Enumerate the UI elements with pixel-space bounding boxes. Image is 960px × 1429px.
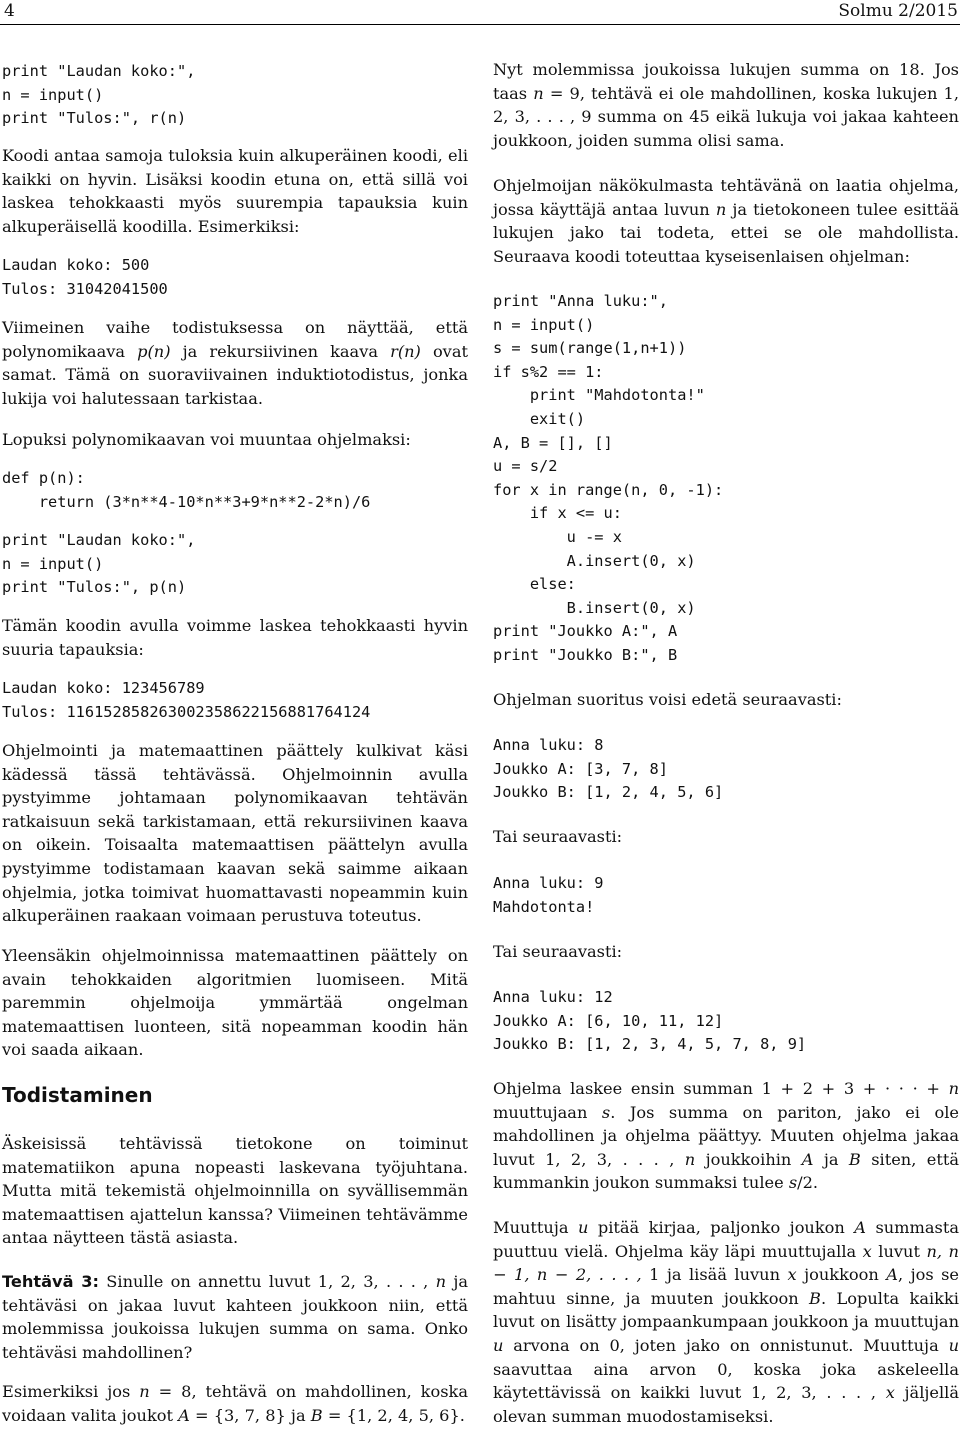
paragraph: Tai seuraavasti: xyxy=(493,827,623,846)
paragraph: Tai seuraavasti: xyxy=(493,942,623,961)
output-block: Anna luku: 12 Joukko A: [6, 10, 11, 12] Joukko B: [1, 2, 3, 4, 5, 7, 8, 9] xyxy=(493,988,807,1054)
paragraph: Ohjelman suoritus voisi edetä seuraavasti: xyxy=(493,690,842,709)
task-label: Tehtävä 3: xyxy=(2,1272,100,1291)
paragraph: Viimeinen vaihe todistuksessa on näyttää, että polynomikaava p(n) ja rekursiivinen kaava r(n) ovat samat. Tämä on suoraviivainen induktiotodistus, jonka lukija voi halutessaan tarkistaa. xyxy=(2,318,468,408)
paragraph: Yleensäkin ohjelmoinnissa matemaattinen päättely on avain tehokkaiden algoritmien luomiseen. Mitä paremmin ohjelmoija ymmärtää ongelman matemaattisen luonteen, sitä nopeamman koodin hän voi saada aikaan. xyxy=(2,946,468,1060)
paragraph: Lopuksi polynomikaavan voi muuntaa ohjelmaksi: xyxy=(2,430,411,449)
paragraph: Nyt molemmissa joukoissa lukujen summa on 18. Jos taas n = 9, tehtävä ei ole mahdollinen, koska lukujen 1, 2, 3, . . . , 9 summa on 45 eikä lukuja voi jakaa kahteen joukkoon, joiden summa olisi sama. xyxy=(493,60,959,150)
output-block: Anna luku: 8 Joukko A: [3, 7, 8] Joukko B: [1, 2, 4, 5, 6] xyxy=(493,736,724,802)
paragraph: Tämän koodin avulla voimme laskea tehokkaasti hyvin suuria tapauksia: xyxy=(2,616,468,659)
code-block-r: print "Laudan koko:", n = input() print "Tulos:", r(n) xyxy=(2,62,196,128)
header-rule xyxy=(0,24,960,25)
page-number: 4 xyxy=(4,1,15,21)
page-header xyxy=(0,0,960,20)
paragraph: Koodi antaa samoja tuloksia kuin alkuperäinen koodi, eli kaikki on hyvin. Lisäksi koodin etuna on, että sillä voi laskea tehokkaasti myös suurempia tapauksia kuin alkuperäisellä koodilla. Esimerkiksi: xyxy=(2,146,468,236)
output-block: Laudan koko: 500 Tulos: 31042041500 xyxy=(2,256,168,298)
paragraph: Ohjelmoijan näkökulmasta tehtävänä on laatia ohjelma, jossa käyttäjä antaa luvun n ja tietokoneen tulee esittää lukujen jako tai todeta, ettei se ole mahdollista. Seuraava koodi toteuttaa kyseisenlaisen ohjelman: xyxy=(493,176,959,266)
paragraph: Äskeisissä tehtävissä tietokone on toiminut matematiikon apuna nopeasti laskevana työjuhtana. Mutta mitä tekemistä ohjelmoinnilla on syvällisemmän matemaattisen ajattelun kanssa? Viimeinen tehtävämme antaa näytteen tästä asiasta. xyxy=(2,1134,468,1248)
running-title: Solmu 2/2015 xyxy=(838,1,958,21)
paragraph: Ohjelma laskee ensin summan 1 + 2 + 3 + · · · + n muuttujaan s. Jos summa on pariton, jako ei ole mahdollinen ja ohjelma päättyy. Muuten ohjelma jakaa luvut 1, 2, 3, . . . , n joukkoihin A ja B siten, että kummankin joukon summaksi tulee s/2. xyxy=(493,1079,959,1193)
task-paragraph: Tehtävä 3: Sinulle on annettu luvut 1, 2, 3, . . . , n ja tehtäväsi on jakaa luvut kahteen joukkoon niin, että molemmissa joukoissa lukujen summa on sama. Onko tehtäväsi mahdollinen? xyxy=(2,1272,468,1362)
paragraph: Ohjelmointi ja matemaattinen päättely kulkivat käsi kädessä tässä tehtävässä. Ohjelmoinnin avulla pystyimme johtamaan polynomikaavan tehtävän ratkaisuun sekä tarkistamaan, että rekursiivinen kaava on oikein. Toisaalta matemaattisen päättelyn avulla pystyimme todistamaan kaavan sekä saimme aikaan ohjelmia, jotka toimivat huomattavasti nopeammin kuin alkuperäinen raakaan voimaan perustuva toteutus. xyxy=(2,741,468,926)
section-heading: Todistaminen xyxy=(2,1083,153,1107)
paragraph: Muuttuja u pitää kirjaa, paljonko joukon A summasta puuttuu vielä. Ohjelma käy läpi muuttujalla x luvut n, n − 1, n − 2, . . . , 1 ja lisää luvun x joukkoon A, jos se mahtuu sinne, ja muuten joukkoon B. Lopulta kaikki luvut on lisätty jompaankumpaan joukkoon ja muuttujan u arvona on 0, joten jako on onnistunut. Muuttuja u saavuttaa aina arvon 0, koska joka askeleella käytettävissä on kaikki luvut 1, 2, 3, . . . , x jäljellä olevan summan muodostamiseksi. xyxy=(493,1218,959,1426)
paragraph: Esimerkiksi jos n = 8, tehtävä on mahdollinen, koska voidaan valita joukot A = {3, 7, 8} ja B = {1, 2, 4, 5, 6}. xyxy=(2,1382,468,1425)
code-block-def: def p(n): return (3*n**4-10*n**3+9*n**2-2*n)/6 xyxy=(2,469,371,511)
code-block-p: print "Laudan koko:", n = input() print "Tulos:", p(n) xyxy=(2,531,196,597)
output-block: Laudan koko: 123456789 Tulos: 116152858263002358622156881764124 xyxy=(2,679,371,721)
code-block-partition: print "Anna luku:", n = input() s = sum(range(1,n+1)) if s%2 == 1: print "Mahdotonta!" exit() A, B = [], [] u = s/2 for x in range(n, 0, -1): if x <= u: u -= x A.insert(0, x) else: B.insert(0, x) print "Joukko A:", A print "Joukko B:", B xyxy=(493,292,724,664)
output-block: Anna luku: 9 Mahdotonta! xyxy=(493,874,604,916)
